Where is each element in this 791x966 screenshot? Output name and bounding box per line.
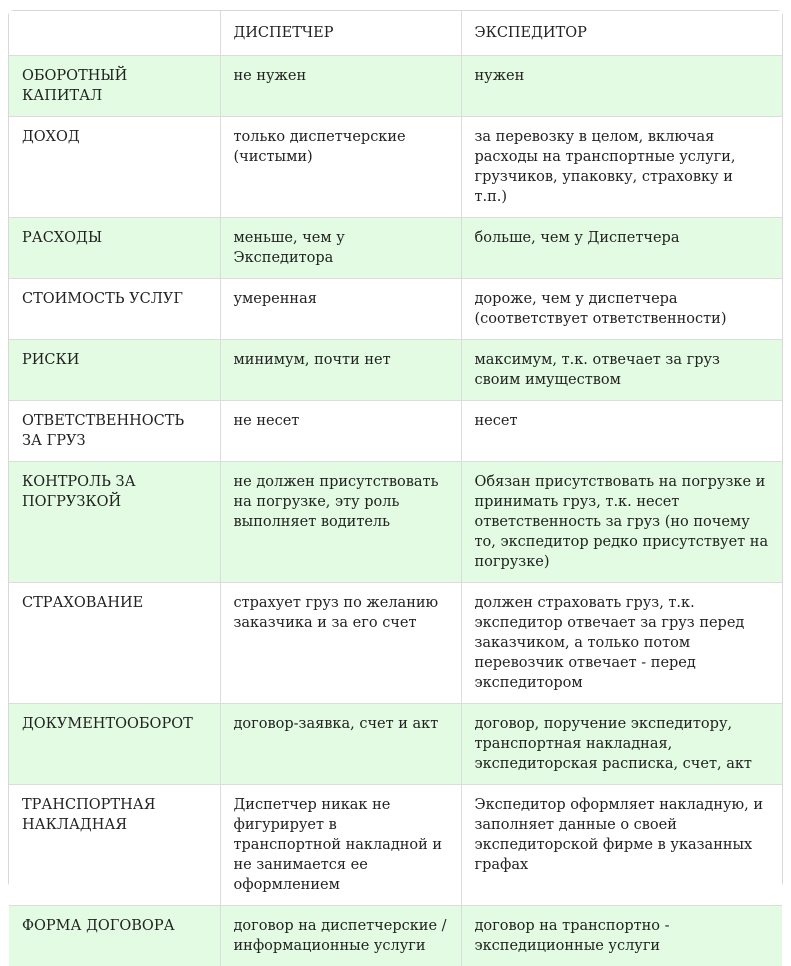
dispatcher-cell: договор на диспетчерские / информационные услуги — [220, 906, 461, 966]
table-header-row — [9, 11, 782, 56]
criterion-cell: ОТВЕТСТВЕННОСТЬ ЗА ГРУЗ — [9, 401, 220, 462]
forwarder-cell: Обязан присутствовать на погрузке и принимать груз, т.к. несет ответственность за груз (но почему то, экспедитор редко присутствует на погрузке) — [461, 462, 782, 583]
dispatcher-cell: умеренная — [220, 279, 461, 340]
criterion-cell: ДОХОД — [9, 117, 220, 218]
criterion-cell: ТРАНСПОРТНАЯ НАКЛАДНАЯ — [9, 785, 220, 906]
forwarder-cell: Экспедитор оформляет накладную, и заполняет данные о своей экспедиторской фирме в указанных графах — [461, 785, 782, 906]
criterion-cell: РАСХОДЫ — [9, 218, 220, 279]
criterion-cell: ФОРМА ДОГОВОРА — [9, 906, 220, 966]
dispatcher-cell: только диспетчерские (чистыми) — [220, 117, 461, 218]
header-cell-forwarder: ЭКСПЕДИТОР — [461, 11, 782, 56]
table-row — [9, 56, 782, 117]
dispatcher-cell: минимум, почти нет — [220, 340, 461, 401]
table-row — [9, 462, 782, 583]
dispatcher-cell: страхует груз по желанию заказчика и за его счет — [220, 583, 461, 704]
forwarder-cell: за перевозку в целом, включая расходы на транспортные услуги, грузчиков, упаковку, страховку и т.п.) — [461, 117, 782, 218]
dispatcher-cell: Диспетчер никак не фигурирует в транспортной накладной и не занимается ее оформлением — [220, 785, 461, 906]
comparison-table — [9, 11, 782, 966]
table-row — [9, 340, 782, 401]
header-cell-criterion — [9, 11, 220, 56]
table-row — [9, 785, 782, 906]
forwarder-cell: договор на транспортно - экспедиционные услуги — [461, 906, 782, 966]
table-row — [9, 279, 782, 340]
forwarder-cell: договор, поручение экспедитору, транспортная накладная, экспедиторская расписка, счет, акт — [461, 704, 782, 785]
criterion-cell: ДОКУМЕНТООБОРОТ — [9, 704, 220, 785]
header-cell-dispatcher: ДИСПЕТЧЕР — [220, 11, 461, 56]
forwarder-cell: дороже, чем у диспетчера (соответствует ответственности) — [461, 279, 782, 340]
forwarder-cell: максимум, т.к. отвечает за груз своим имуществом — [461, 340, 782, 401]
dispatcher-cell: не должен присутствовать на погрузке, эту роль выполняет водитель — [220, 462, 461, 583]
dispatcher-cell: меньше, чем у Экспедитора — [220, 218, 461, 279]
criterion-cell: КОНТРОЛЬ ЗА ПОГРУЗКОЙ — [9, 462, 220, 583]
table-row — [9, 704, 782, 785]
table-row — [9, 218, 782, 279]
forwarder-cell: больше, чем у Диспетчера — [461, 218, 782, 279]
comparison-table-frame — [8, 10, 783, 888]
table-row — [9, 583, 782, 704]
forwarder-cell: несет — [461, 401, 782, 462]
criterion-cell: РИСКИ — [9, 340, 220, 401]
forwarder-cell: должен страховать груз, т.к. экспедитор отвечает за груз перед заказчиком, а только потом перевозчик отвечает - перед экспедитором — [461, 583, 782, 704]
table-row — [9, 906, 782, 966]
table-row — [9, 401, 782, 462]
dispatcher-cell: не нужен — [220, 56, 461, 117]
dispatcher-cell: договор-заявка, счет и акт — [220, 704, 461, 785]
criterion-cell: ОБОРОТНЫЙ КАПИТАЛ — [9, 56, 220, 117]
forwarder-cell: нужен — [461, 56, 782, 117]
criterion-cell: СТРАХОВАНИЕ — [9, 583, 220, 704]
table-row — [9, 117, 782, 218]
dispatcher-cell: не несет — [220, 401, 461, 462]
criterion-cell: СТОИМОСТЬ УСЛУГ — [9, 279, 220, 340]
